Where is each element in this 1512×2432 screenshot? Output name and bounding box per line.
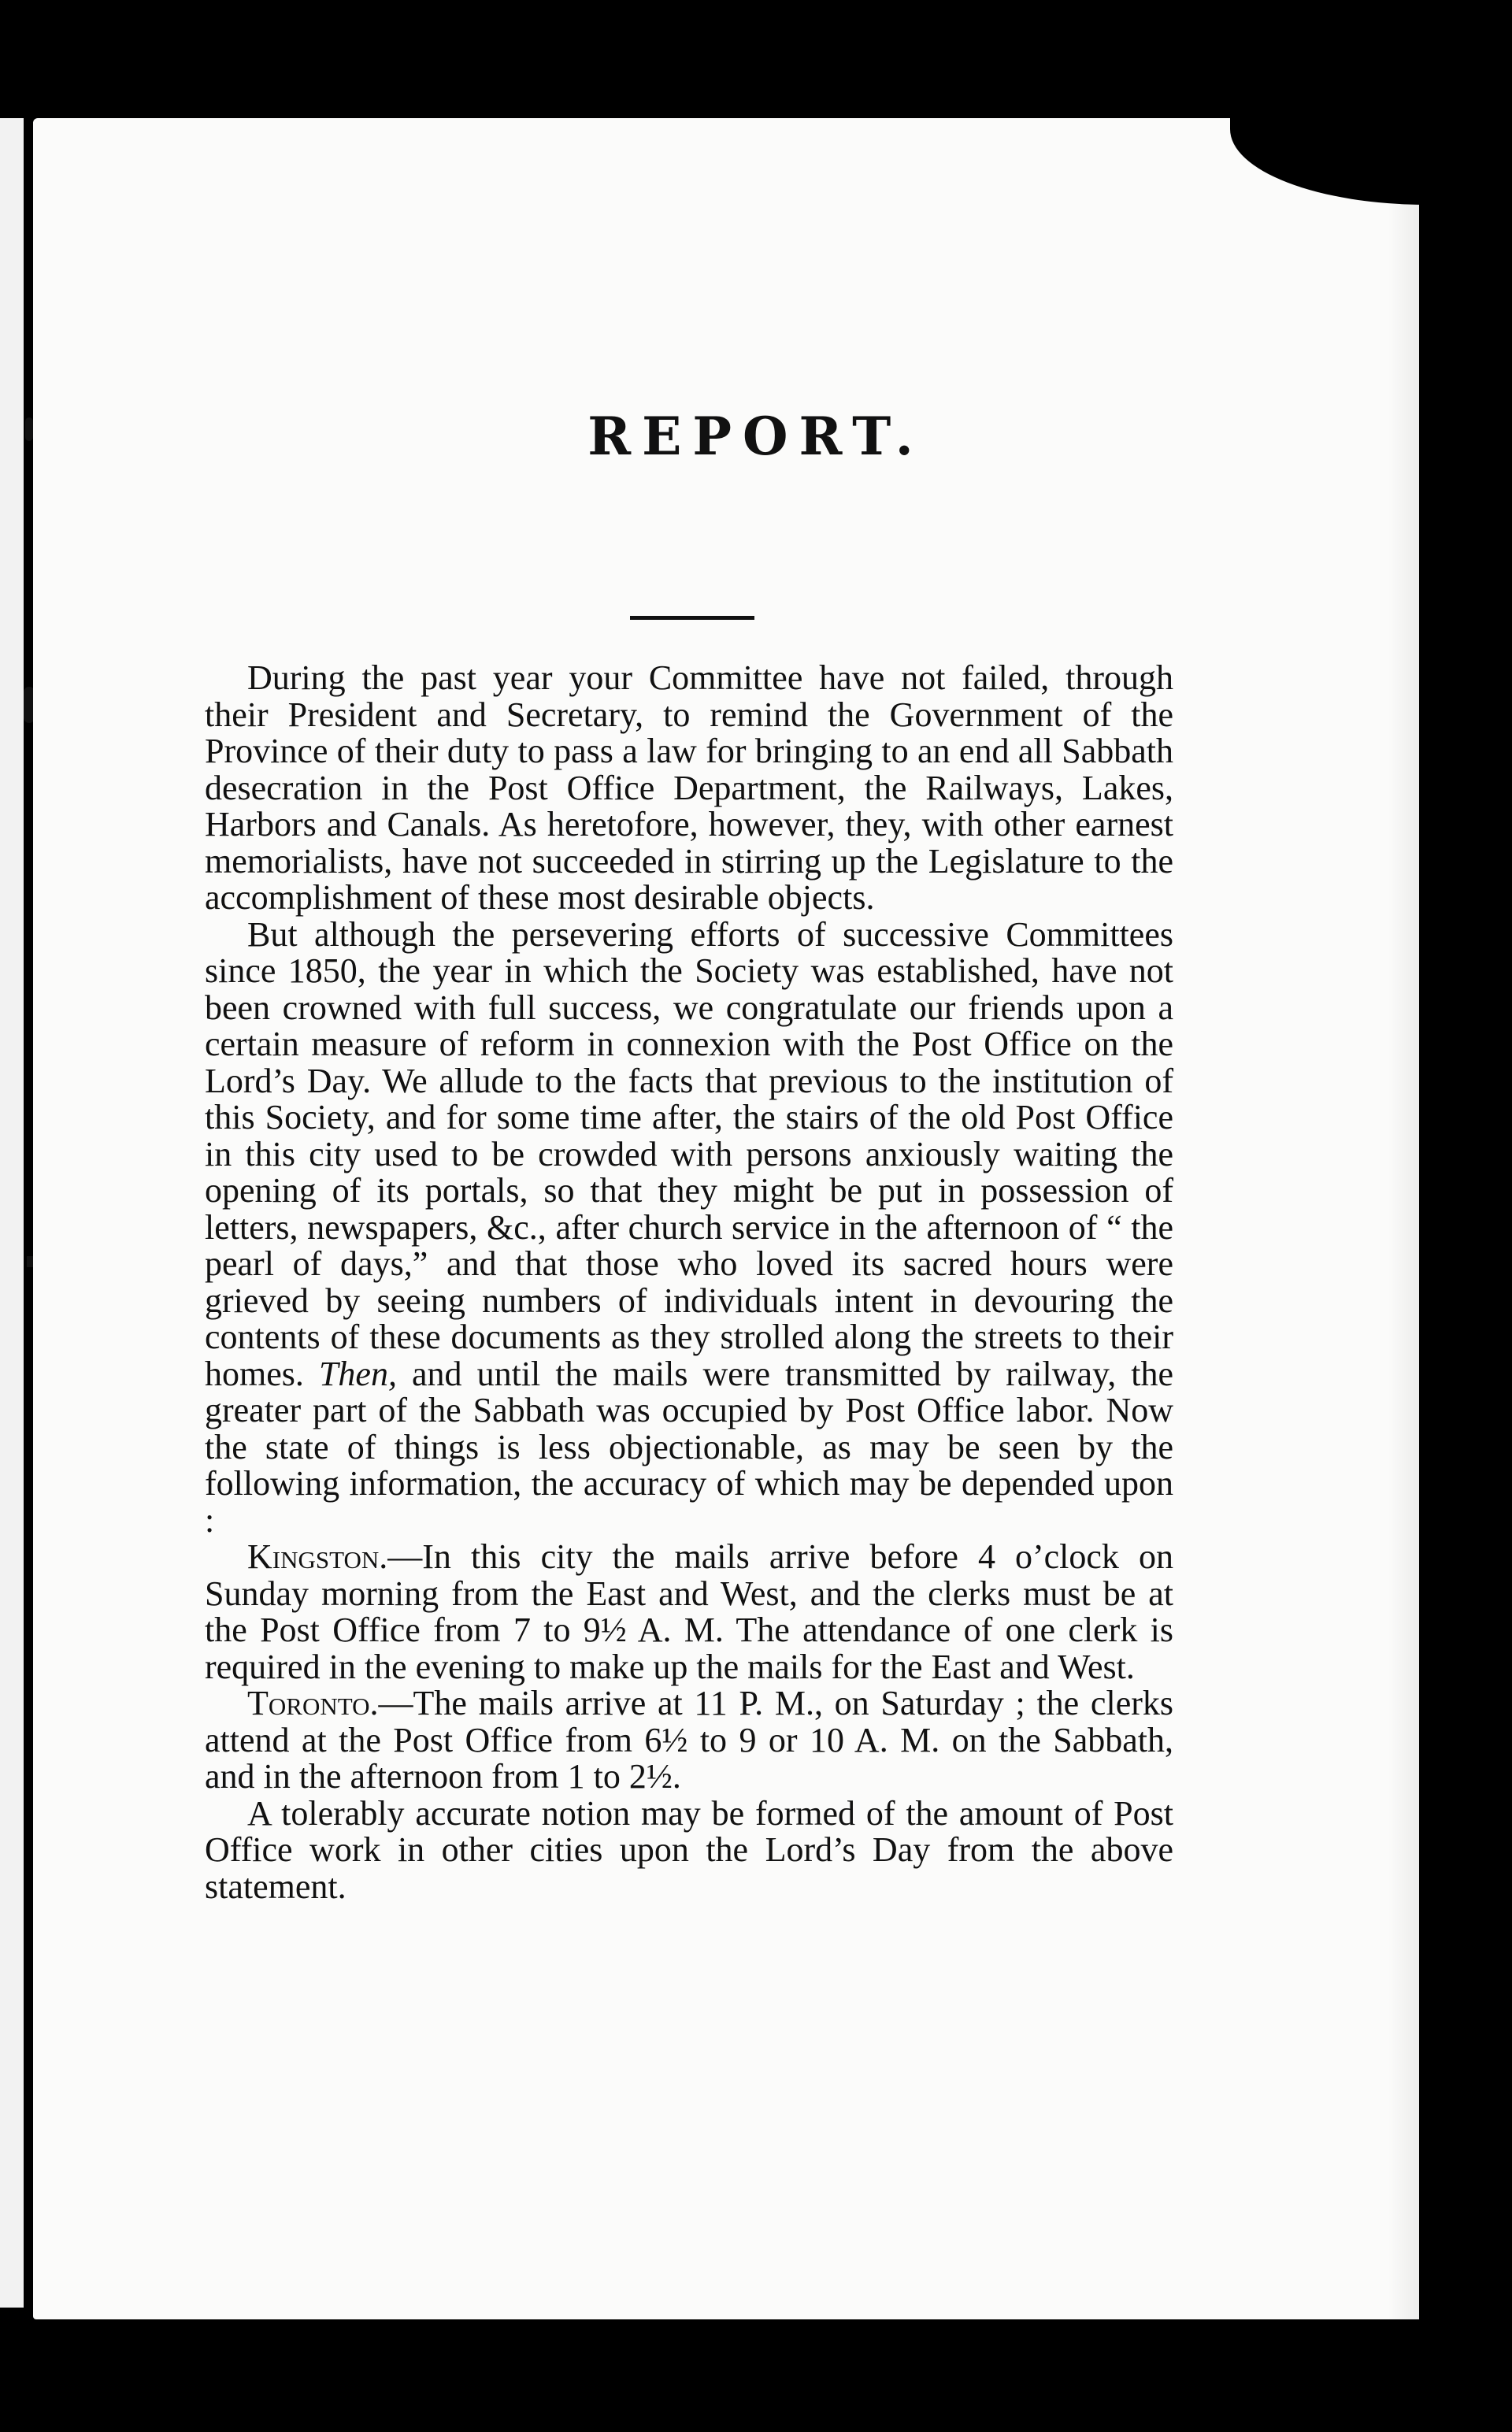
report-title: REPORT. [587,406,925,467]
kingston-label: Kingston. [247,1537,388,1576]
paragraph-2 [205,914,1174,1540]
edge-mark [27,1256,33,1267]
kingston-text: —In this city the mails arrive before 4 o’clock on Sunday morning from the East and West, and the clerks must be at the Post Office from 7 to 9½ A. M. The attendance of one clerk is required in the evening to make up the mails for the East and West. [205,1537,1173,1686]
title-rule [630,616,754,620]
toronto-text: —The mails arrive at 11 P. M., on Saturday ; the clerks attend at the Post Office from 6½ to 9 or 10 A. M. on the Sabbath, and in the afternoon from 1 to 2½. [205,1684,1173,1796]
paragraph-2-text: But although the persevering efforts of successive Committees since 1850, the year in which the Society was established, have not been crowned with full success, we congratulate our friends upon a certain measure of reform in connexion with the Post Office on the Lord’s Day. We allude to the facts that previous to the institution of this Society, and for some time after, the stairs of the old Post Office in this city used to be crowded with persons anxiously waiting the opening of its portals, so that they might be put in possession of letters, newspapers, &c., after church service in the afternoon of “ the pearl of days,” and that those who loved its sacred hours were grieved by seeing numbers of individuals intent in devouring the contents of these documents as they strolled along the streets to their homes. [205,914,1173,1393]
toronto-label: Toronto. [247,1684,379,1722]
emphasis-then: Then, [318,1354,397,1393]
paragraph-2-cont: and until the mails were transmitted by railway, the greater part of the Sabbath was occupied by Post Office labor. Now the state of things is less objectionable, as may be seen by the following information, the accuracy of which may be depended upon : [205,1354,1174,1540]
paragraph-1: During the past year your Committee have not failed, through their President and Secretary, to remind the Government of the Province of their duty to pass a law for bringing to an end all Sabbath desecration in the Post Office Department, the Railways, Lakes, Harbors and Canals. As heretofore, however, they, with other earnest memorialists, have not succeeded in stirring up the Legislature to the accomplishment of these most desirable objects. [205,658,1173,917]
toronto-paragraph [205,1685,1173,1796]
report-body [205,660,1173,1905]
closing-paragraph: A tolerably accurate notion may be formed of the amount of Post Office work in other cities upon the Lord’s Day from the above statement. [205,1793,1173,1906]
kingston-paragraph [205,1539,1173,1685]
